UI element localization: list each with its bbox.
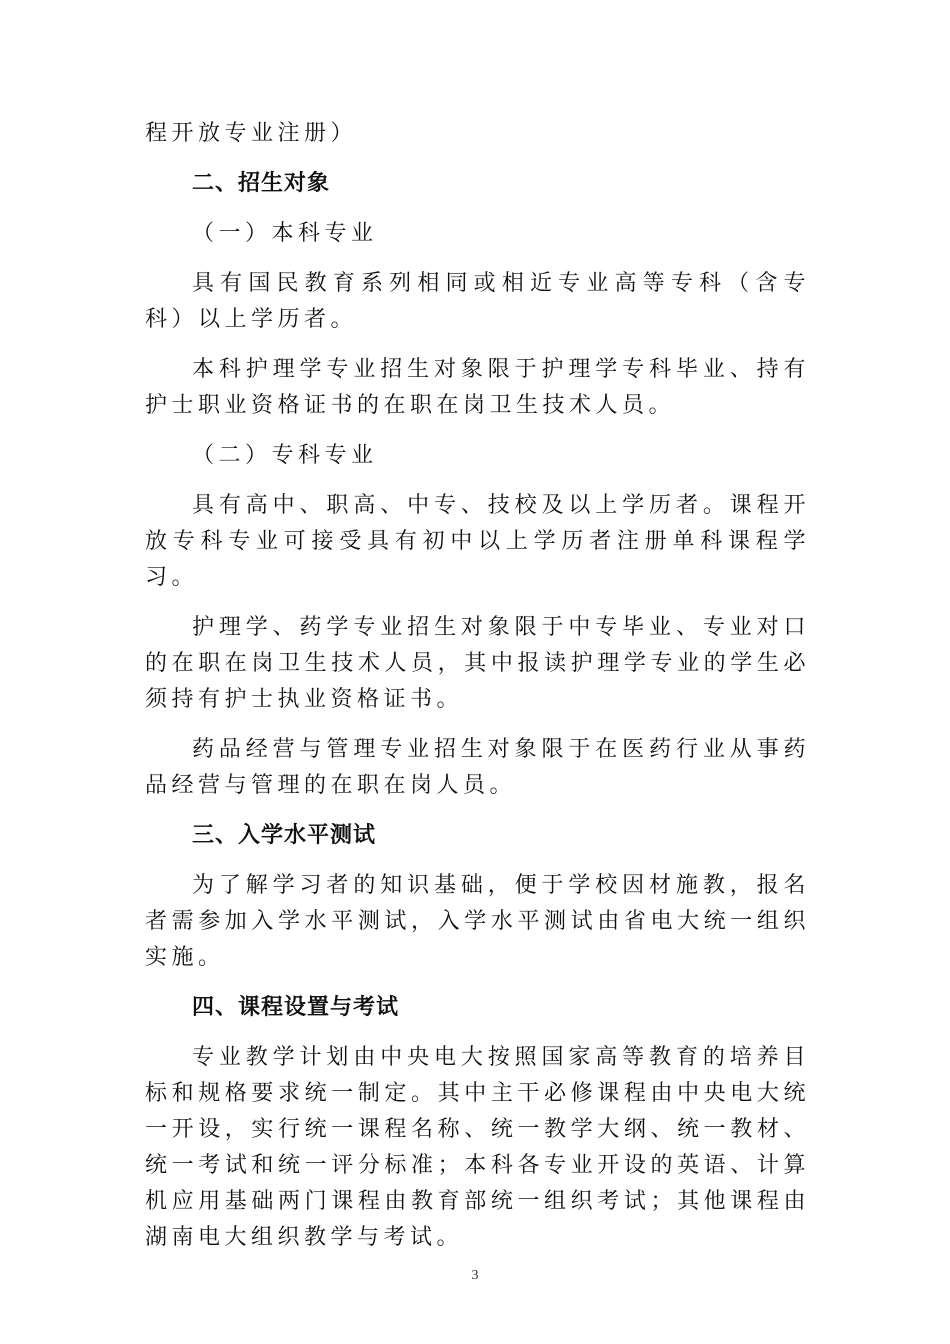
subsection-heading-undergraduate: （一）本科专业 [192,221,378,246]
paragraph-junior-college-requirement: 具有高中、职高、中专、技校及以上学历者。课程开放专科专业可接受具有初中以上学历者注册单科课程学习。 [145,493,810,590]
paragraph-undergraduate-requirement: 具有国民教育系列相同或相近专业高等专科（含专科）以上学历者。 [145,271,810,332]
document-body [145,116,810,1256]
paragraph-undergraduate-nursing: 本科护理学专业招生对象限于护理学专科毕业、持有护士职业资格证书的在职在岗卫生技术人员。 [145,357,810,418]
page-number: 3 [471,1268,479,1283]
subsection-heading-junior-college: （二）专科专业 [192,443,378,468]
continued-paragraph: 程开放专业注册） [145,121,358,146]
section-heading-enrollment-targets: 二、招生对象 [192,171,331,196]
paragraph-nursing-pharmacy: 护理学、药学专业招生对象限于中专毕业、专业对口的在职在岗卫生技术人员，其中报读护理学专业的学生必须持有护士执业资格证书。 [145,615,810,712]
paragraph-curriculum-exams: 专业教学计划由中央电大按照国家高等教育的培养目标和规格要求统一制定。其中主干必修课程由中央电大统一开设，实行统一课程名称、统一教学大纲、统一教材、统一考试和统一评分标准；本科各专业开设的英语、计算机应用基础两门课程由教育部统一组织考试；其他课程由湖南电大组织教学与考试。 [145,1045,810,1250]
paragraph-entrance-test: 为了解学习者的知识基础，便于学校因材施教，报名者需参加入学水平测试，入学水平测试由省电大统一组织实施。 [145,873,810,970]
section-heading-curriculum-exams: 四、课程设置与考试 [192,995,400,1020]
section-heading-entrance-test: 三、入学水平测试 [192,823,377,848]
paragraph-drug-management: 药品经营与管理专业招生对象限于在医药行业从事药品经营与管理的在职在岗人员。 [145,737,810,798]
